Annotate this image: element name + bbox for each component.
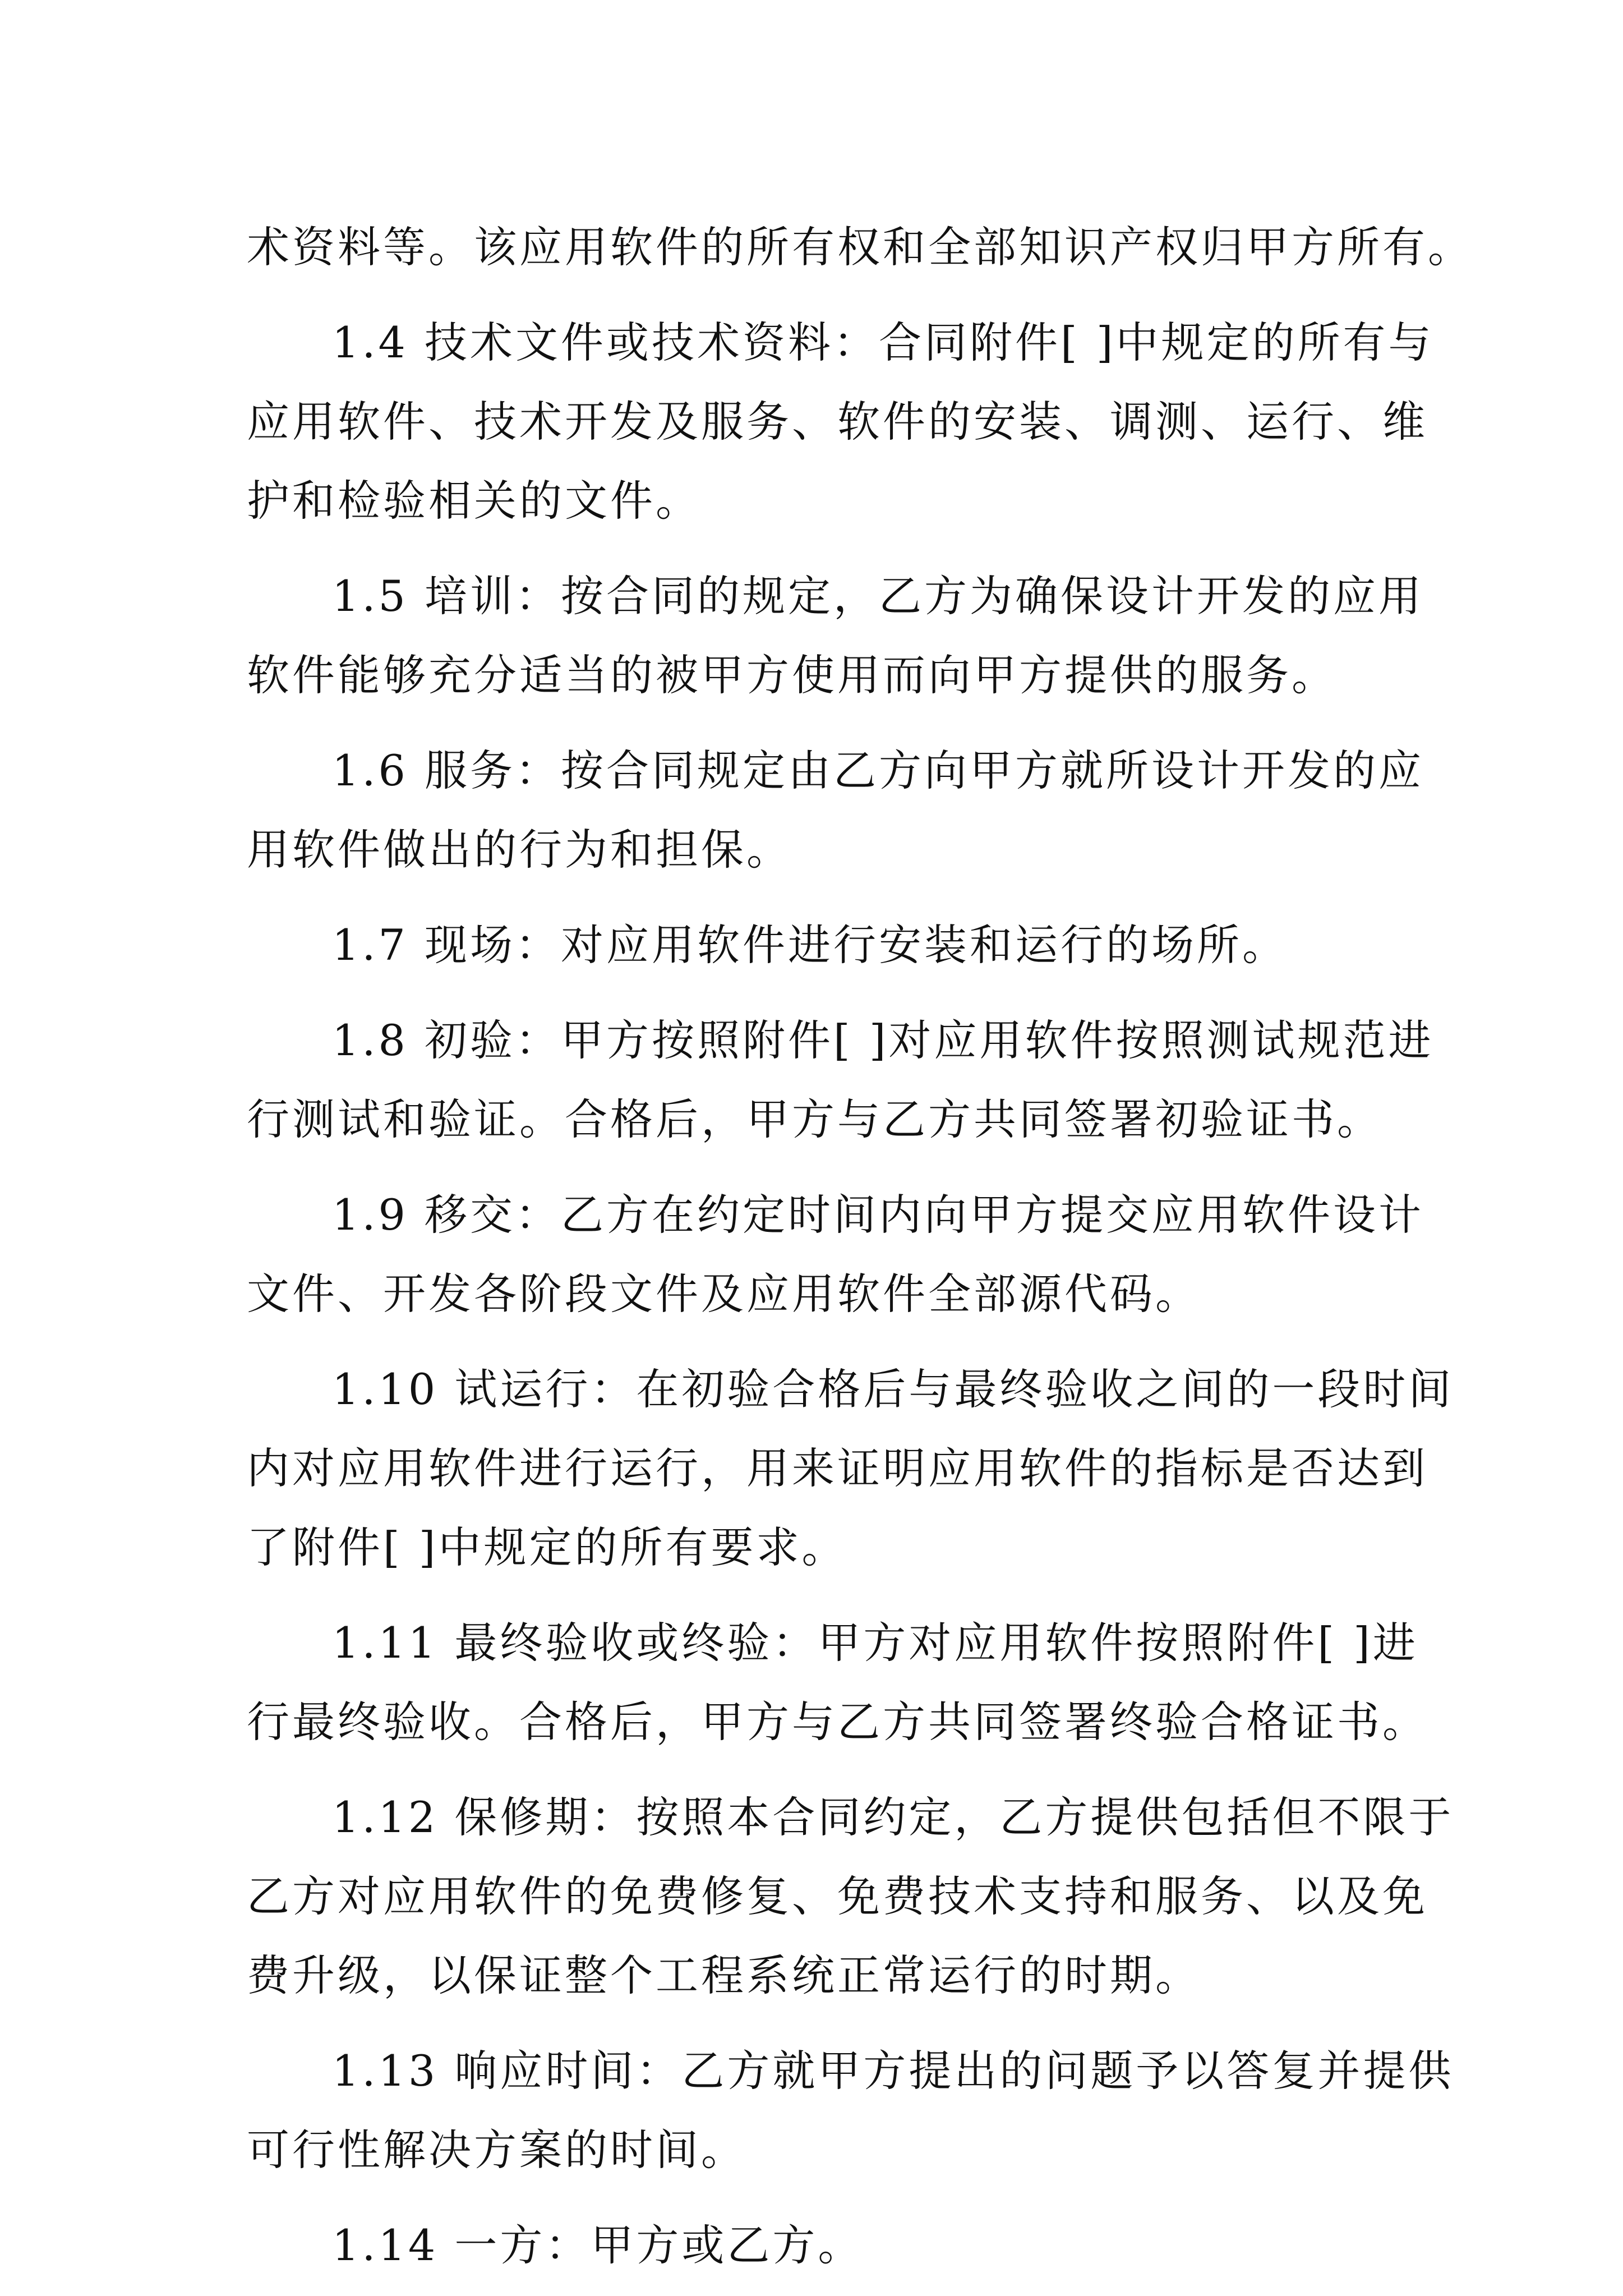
text-line: 1.6 服务：按合同规定由乙方向甲方就所设计开发的应	[332, 746, 1424, 795]
text-line: 了附件[ ]中规定的所有要求。	[247, 1522, 847, 1572]
text-line: 术资料等。该应用软件的所有权和全部知识产权归甲方所有。	[247, 222, 1473, 272]
clause-1-5	[247, 556, 1424, 715]
clause-1-4	[247, 303, 1434, 540]
text-line: 用软件做出的行为和担保。	[247, 825, 792, 875]
text-line: 行测试和验证。合格后，甲方与乙方共同签署初验证书。	[247, 1094, 1382, 1144]
text-line: 1.4 技术文件或技术资料：合同附件[ ]中规定的所有与	[332, 318, 1434, 367]
text-line: 费升级，以保证整个工程系统正常运行的时期。	[247, 1950, 1201, 2000]
text-line: 1.10 试运行：在初验合格后与最终验收之间的一段时间	[332, 1364, 1454, 1414]
clause-1-6	[247, 731, 1424, 889]
text-line: 文件、开发各阶段文件及应用软件全部源代码。	[247, 1269, 1201, 1319]
text-line: 1.13 响应时间：乙方就甲方提出的问题予以答复并提供	[332, 2046, 1454, 2096]
clause-1-10	[247, 1350, 1454, 1587]
text-line: 护和检验相关的文件。	[247, 476, 701, 526]
clause-1-11	[247, 1603, 1428, 1761]
text-line: 1.11 最终验收或终验：甲方对应用软件按照附件[ ]进	[332, 1618, 1418, 1668]
text-line: 1.9 移交：乙方在约定时间内向甲方提交应用软件设计	[332, 1190, 1424, 1240]
paragraph-continuation	[247, 208, 1473, 287]
text-line: 1.12 保修期：按照本合同约定，乙方提供包括但不限于	[332, 1792, 1454, 1842]
text-line: 1.5 培训：按合同的规定，乙方为确保设计开发的应用	[332, 571, 1424, 621]
text-line: 行最终验收。合格后，甲方与乙方共同签署终验合格证书。	[247, 1697, 1428, 1747]
text-line: 内对应用软件进行运行，用来证明应用软件的指标是否达到	[247, 1443, 1428, 1493]
text-line: 1.14 一方：甲方或乙方。	[332, 2220, 864, 2270]
text-line: 1.7 现场：对应用软件进行安装和运行的场所。	[332, 920, 1288, 970]
text-line: 软件能够充分适当的被甲方使用而向甲方提供的服务。	[247, 650, 1337, 700]
clause-1-14	[247, 2206, 1424, 2285]
clause-1-13	[247, 2031, 1454, 2189]
text-line: 应用软件、技术开发及服务、软件的安装、调测、运行、维	[247, 397, 1428, 447]
text-line: 1.8 初验：甲方按照附件[ ]对应用软件按照测试规范进	[332, 1015, 1434, 1065]
text-line: 乙方对应用软件的免费修复、免费技术支持和服务、以及免	[247, 1871, 1428, 1921]
clause-1-7	[247, 905, 1424, 984]
clause-1-9	[247, 1175, 1424, 1333]
document-body	[247, 208, 1473, 2285]
text-line: 可行性解决方案的时间。	[247, 2125, 746, 2175]
clause-1-12	[247, 1778, 1454, 2015]
clause-1-8	[247, 1001, 1434, 1159]
